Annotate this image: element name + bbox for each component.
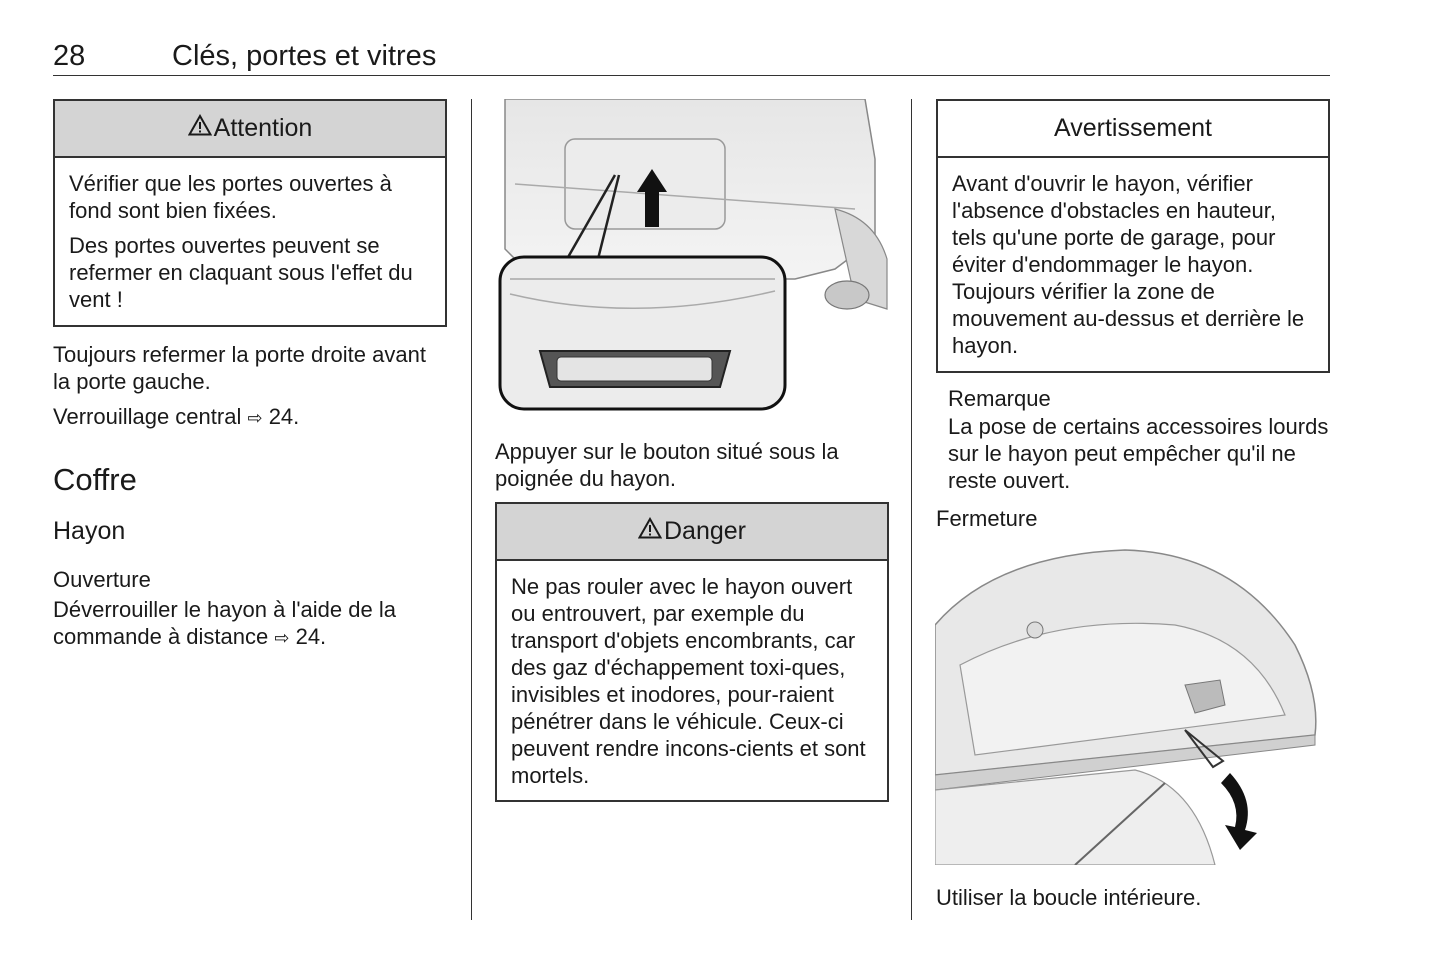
heading-hayon: Hayon [53,517,126,545]
heading-ouverture: Ouverture [53,567,151,592]
avertissement-box [936,99,1330,373]
tailgate-closing-illustration [935,545,1330,865]
attention-box [53,99,447,327]
caption-inner-loop: Utiliser la boucle intérieure. [936,885,1202,910]
heading-coffre: Coffre [53,462,137,497]
remarque-paragraph: La pose de certains accessoires lourds sur le hayon peut empêcher qu'il ne reste ouvert. [948,414,1329,493]
paragraph-central-locking [53,403,447,432]
danger-paragraph: Ne pas rouler avec le hayon ouvert ou entrouvert, par exemple du transport d'objets encombrants, car des gaz d'échappement toxi-ques, invisibles et inodores, pour-raient pénétrer dans le véhicule. Ceux-ci peuvent rendre incons-cients et sont mortels. [511,574,866,788]
danger-title: Danger [664,517,746,545]
central-locking-text: Verrouillage central [53,404,242,429]
heading-remarque: Remarque [948,386,1051,411]
unlock-text: Déverrouiller le hayon à l'aide de la commande à distance [53,597,396,649]
attention-title: Attention [213,114,313,142]
tailgate-button-illustration [495,99,890,417]
paragraph-unlock [53,596,447,652]
cross-ref-arrow-icon: ⇨ [274,628,290,648]
page-number: 28 [53,40,86,72]
column-divider-left [471,99,472,920]
avertissement-paragraph: Avant d'ouvrir le hayon, vérifier l'absence d'obstacles en hauteur, tels qu'une porte de garage, pour éviter d'endommager le hayon. Toujours vérifier la zone de mouvement au-dessus et derrière le hayon. [952,171,1305,358]
cross-ref-arrow-icon: ⇨ [247,408,263,428]
avertissement-title: Avertissement [1054,114,1212,142]
warning-triangle-icon [188,114,212,143]
attention-header [55,101,445,158]
header-rule [53,75,1330,76]
attention-paragraph-1: Vérifier que les portes ouvertes à fond sont bien fixées. [69,171,392,223]
avertissement-header [938,101,1328,158]
danger-box [495,502,889,802]
paragraph-door-order: Toujours refermer la porte droite avant la porte gauche. [53,342,426,394]
unlock-page-ref[interactable]: 24. [295,624,327,649]
column-divider-right [911,99,912,920]
section-title: Clés, portes et vitres [172,40,437,72]
danger-header [497,504,887,561]
warning-triangle-icon [638,517,662,546]
heading-fermeture: Fermeture [936,506,1038,531]
central-locking-page-ref[interactable]: 24. [268,404,300,429]
attention-paragraph-2: Des portes ouvertes peuvent se refermer en claquant sous l'effet du vent ! [69,233,413,312]
caption-press-button: Appuyer sur le bouton situé sous la poignée du hayon. [495,439,839,491]
